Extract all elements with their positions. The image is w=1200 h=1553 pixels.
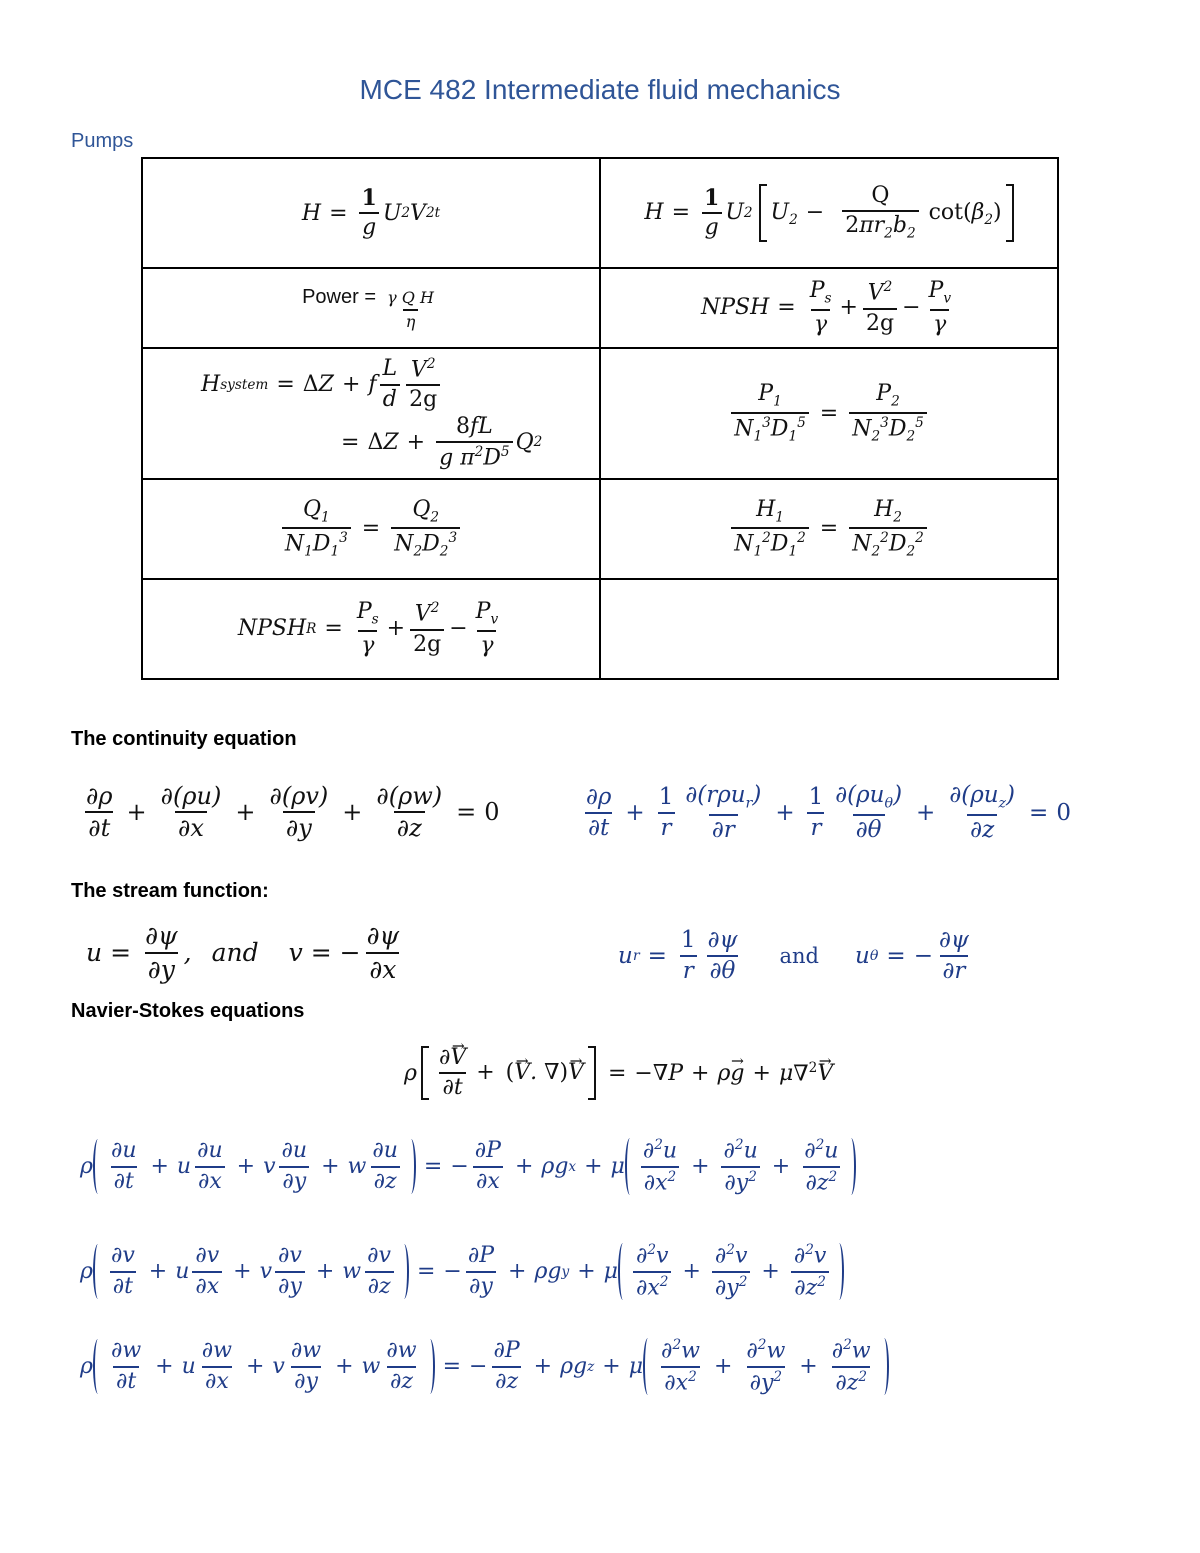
- cell-power-similarity: $\frac{P_1}{N_1^3D_1^5}$ = $\frac{P_2}{N_2^3D_2^5}$: [600, 348, 1058, 479]
- heading-continuity: The continuity equation: [71, 728, 297, 750]
- continuity-cartesian: $\frac{\partial\rho}{\partial t}$ + $\frac{\partial(\rho u)}{\partial x}$ + $\frac{\partial(\rho v)}{\partial y}$ + $\frac{\partial(\rho w)}{\partial z}$ = 0: [86, 782, 500, 843]
- heading-stream-function: The stream function:: [71, 880, 269, 902]
- cell-head-similarity: $\frac{H_1}{N_1^2D_1^2}$ = $\frac{H_2}{N_2^2D_2^2}$: [600, 479, 1058, 579]
- heading-navier-stokes: Navier-Stokes equations: [71, 1000, 305, 1022]
- navier-stokes-z: ρ $\frac{\partial w}{\partial t}$ + u $\frac{\partial w}{\partial x}$ + v $\frac{\partial w}{\partial y}$ + w $\frac{\partial w}{\partial z}$ = − $\frac{\partial P}{\partial z}$ + ρg z + μ $\frac{\partial^2w}{\partial x^2}$ + $\frac{\partial^2w}{\partial y^2}$ + $\frac{\partial^2w}{\partial z^2}$: [80, 1338, 889, 1395]
- navier-stokes-y: ρ $\frac{\partial v}{\partial t}$ + u $\frac{\partial v}{\partial x}$ + v $\frac{\partial v}{\partial y}$ + w $\frac{\partial v}{\partial z}$ = − $\frac{\partial P}{\partial y}$ + ρg y + μ $\frac{\partial^2v}{\partial x^2}$ + $\frac{\partial^2v}{\partial y^2}$ + $\frac{\partial^2v}{\partial z^2}$: [80, 1243, 844, 1300]
- cell-empty: [600, 579, 1058, 679]
- cell-flow-similarity: $\frac{Q_1}{N_1D_1^3}$ = $\frac{Q_2}{N_2D_2^3}$: [142, 479, 600, 579]
- continuity-cylindrical: $\frac{\partial\rho}{\partial t}$ + $\frac{1}{r}$ $\frac{\partial(r\rho u_r)}{\partial r}$ + $\frac{1}{r}$ $\frac{\partial(\rho u_\theta)}{\partial\theta}$ + $\frac{\partial(\rho u_z)}{\partial z}$ = 0: [586, 782, 1071, 844]
- navier-stokes-vector: ρ $\frac{\partial\to V}{\partial t}$ + (→ V. ∇)→ V = − ∇ P + ρ → g + μ ∇$^2$ → V: [404, 1046, 833, 1100]
- cell-system-head: H system = Δ Z + f $\frac{L}{d}$ $\frac{V^2}{2g}$ = Δ Z + $\frac{8fL}{g \pi^2D^5}$ Q 2: [142, 348, 600, 479]
- navier-stokes-x: ρ $\frac{\partial u}{\partial t}$ + u $\frac{\partial u}{\partial x}$ + v $\frac{\partial u}{\partial y}$ + w $\frac{\partial u}{\partial z}$ = − $\frac{\partial P}{\partial x}$ + ρg x + μ $\frac{\partial^2u}{\partial x^2}$ + $\frac{\partial^2u}{\partial y^2}$ + $\frac{\partial^2u}{\partial z^2}$: [80, 1138, 856, 1195]
- stream-cylindrical: u r = $\frac{1}{r}$ $\frac{\partial\psi}{\partial\theta}$ and u θ = − $\frac{\partial\psi}{\partial r}$: [618, 927, 969, 985]
- cell-npsh: NPSH = $\frac{P_s}{\gamma}$ + $\frac{V^2}{2g}$ − $\frac{P_v}{\gamma}$: [600, 268, 1058, 348]
- cell-npsh-required: NPSH R = $\frac{P_s}{\gamma}$ + $\frac{V^2}{2g}$ − $\frac{P_v}{\gamma}$: [142, 579, 600, 679]
- cell-head-blade-angle: H = $\frac{1}{g}$ U 2 $U_2$ − $\frac{Q}{2\pi r_2b_2}$ $\cot(\beta_2)$: [600, 158, 1058, 268]
- cell-power: Power = $\frac{\text{γ Q H}}{\eta}$: [142, 268, 600, 348]
- section-pumps: Pumps: [71, 130, 134, 152]
- stream-cartesian: u = $\frac{\partial\psi}{\partial y}$ , and v = − $\frac{\partial\psi}{\partial x}$: [86, 921, 400, 984]
- cell-head-euler: H = $\frac{1}{g}$ U 2 V 2t: [142, 158, 600, 268]
- page-title: MCE 482 Intermediate fluid mechanics: [359, 74, 841, 105]
- pumps-equation-table: [141, 157, 1059, 680]
